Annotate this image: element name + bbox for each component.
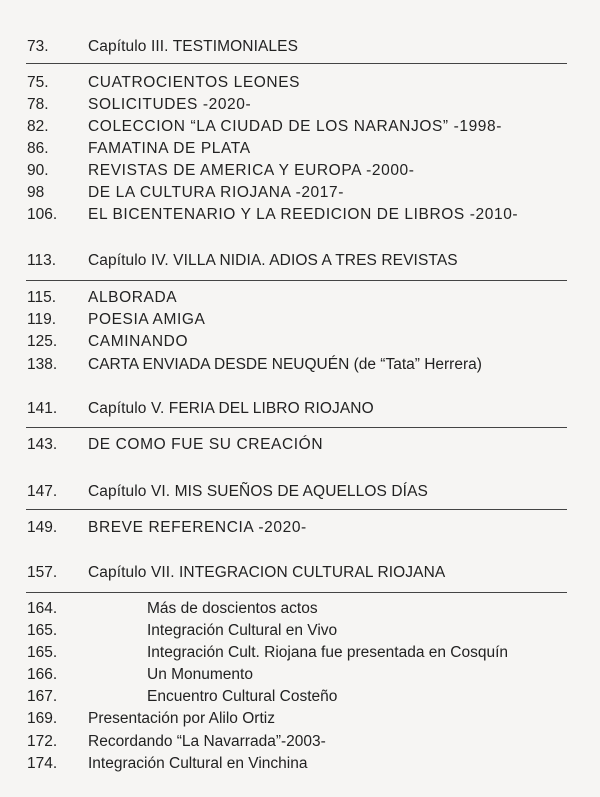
entry-title: BREVE REFERENCIA -2020- [88, 519, 307, 536]
entry-page-number: 169. [27, 710, 58, 727]
toc-entry [0, 708, 600, 730]
entry-page-number: 82. [27, 118, 49, 135]
entry-title: Encuentro Cultural Costeño [147, 688, 338, 705]
entry-page-number: 75. [27, 74, 49, 91]
section-divider [26, 280, 567, 281]
entry-page-number: 138. [27, 356, 58, 373]
entry-title: CAMINANDO [88, 333, 189, 350]
toc-entry [0, 182, 600, 204]
entry-title: FAMATINA DE PLATA [88, 140, 251, 157]
toc-entry [0, 620, 600, 642]
entry-title: CARTA ENVIADA DESDE NEUQUÉN (de “Tata” Herrera) [88, 356, 482, 373]
entry-title: POESIA AMIGA [88, 311, 206, 328]
section-divider [26, 63, 567, 64]
chapter-heading [0, 250, 600, 272]
toc-entry [0, 138, 600, 160]
entry-title: SOLICITUDES -2020- [88, 96, 252, 113]
entry-page-number: 172. [27, 733, 58, 750]
entry-page-number: 106. [27, 206, 58, 223]
toc-entry [0, 160, 600, 182]
toc-entry [0, 598, 600, 620]
toc-entry [0, 434, 600, 456]
toc-entry [0, 331, 600, 353]
entry-page-number: 98 [27, 184, 45, 201]
toc-entry [0, 642, 600, 664]
entry-title: Presentación por Alilo Ortiz [88, 710, 275, 727]
toc-entry [0, 517, 600, 539]
entry-page-number: 143. [27, 436, 58, 453]
chapter-page-number: 147. [27, 483, 58, 500]
chapter-heading [0, 36, 600, 58]
chapter-page-number: 113. [27, 252, 57, 269]
chapter-title: Capítulo V. FERIA DEL LIBRO RIOJANO [88, 400, 374, 417]
entry-title: REVISTAS DE AMERICA Y EUROPA -2000- [88, 162, 415, 179]
entry-page-number: 125. [27, 333, 58, 350]
entry-page-number: 78. [27, 96, 49, 113]
toc-entry [0, 309, 600, 331]
toc-entry [0, 686, 600, 708]
chapter-title: Capítulo III. TESTIMONIALES [88, 38, 299, 55]
toc-entry [0, 753, 600, 775]
toc-entry [0, 94, 600, 116]
entry-title: COLECCION “LA CIUDAD DE LOS NARANJOS” -1998- [88, 118, 502, 135]
chapter-title: Capítulo VI. MIS SUEÑOS DE AQUELLOS DÍAS [88, 483, 428, 500]
entry-page-number: 86. [27, 140, 49, 157]
entry-title: Más de doscientos actos [147, 600, 318, 617]
entry-page-number: 149. [27, 519, 58, 536]
entry-title: Recordando “La Navarrada”-2003- [88, 733, 326, 750]
toc-entry [0, 731, 600, 753]
entry-title: Integración Cultural en Vivo [147, 622, 338, 639]
entry-page-number: 90. [27, 162, 49, 179]
entry-page-number: 174. [27, 755, 58, 772]
toc-entry [0, 664, 600, 686]
chapter-page-number: 73. [27, 38, 49, 55]
chapter-page-number: 157. [27, 564, 58, 581]
entry-title: ALBORADA [88, 289, 178, 306]
section-divider [26, 509, 567, 510]
entry-title: DE LA CULTURA RIOJANA -2017- [88, 184, 344, 201]
chapter-heading [0, 562, 600, 584]
toc-entry [0, 204, 600, 226]
toc-entry [0, 354, 600, 376]
entry-title: Integración Cult. Riojana fue presentada en Cosquín [147, 644, 509, 661]
entry-page-number: 164. [27, 600, 58, 617]
entry-title: EL BICENTENARIO Y LA REEDICION DE LIBROS -2010- [88, 206, 519, 223]
chapter-heading [0, 481, 600, 503]
entry-title: Un Monumento [147, 666, 253, 683]
chapter-page-number: 141. [27, 400, 58, 417]
entry-page-number: 115. [27, 289, 57, 306]
section-divider [26, 592, 567, 593]
entry-page-number: 165. [27, 622, 58, 639]
entry-page-number: 165. [27, 644, 58, 661]
entry-title: CUATROCIENTOS LEONES [88, 74, 301, 91]
entry-title: DE COMO FUE SU CREACIÓN [88, 436, 324, 453]
section-divider [26, 427, 567, 428]
toc-entry [0, 116, 600, 138]
entry-page-number: 119. [27, 311, 57, 328]
entry-page-number: 166. [27, 666, 58, 683]
toc-entry [0, 72, 600, 94]
entry-title: Integración Cultural en Vinchina [88, 755, 308, 772]
chapter-title: Capítulo IV. VILLA NIDIA. ADIOS A TRES REVISTAS [88, 252, 458, 269]
chapter-title: Capítulo VII. INTEGRACION CULTURAL RIOJANA [88, 564, 446, 581]
entry-page-number: 167. [27, 688, 58, 705]
toc-entry [0, 287, 600, 309]
chapter-heading [0, 398, 600, 420]
